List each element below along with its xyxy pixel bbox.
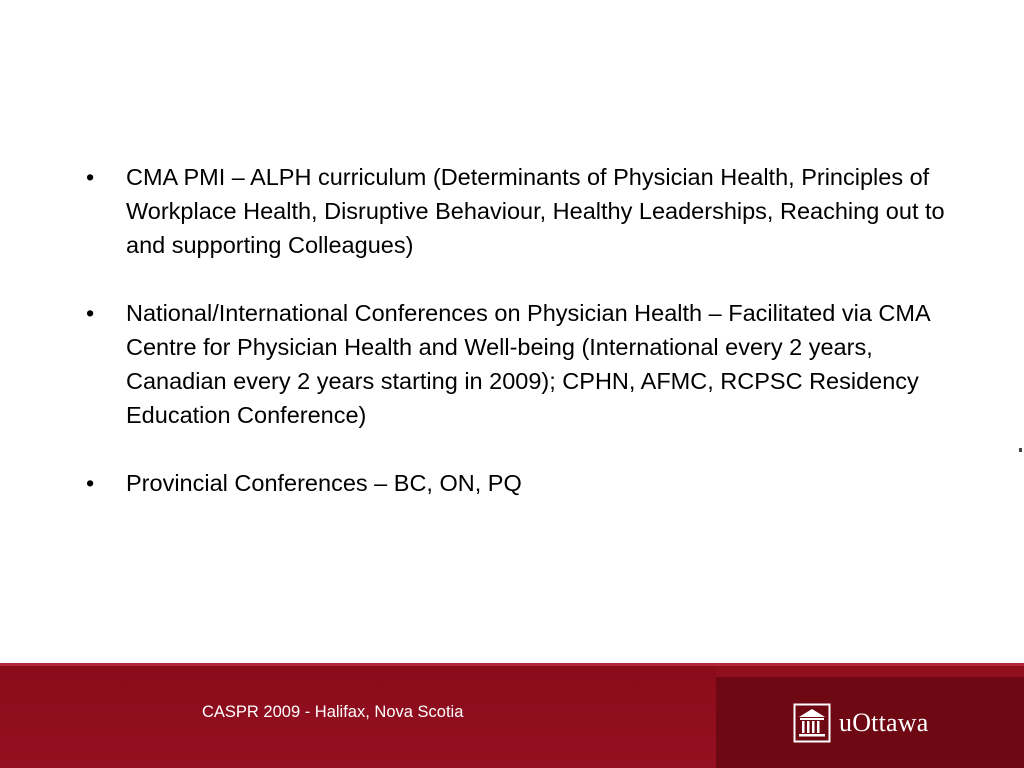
edge-mark bbox=[1019, 448, 1022, 452]
uottawa-logo bbox=[793, 701, 928, 745]
footer-top-line bbox=[0, 663, 1024, 666]
bullet-item: • National/International Conferences on Physician Health – Facilitated via CMA Centre for Physician Health and Well-being (International every 2 years, Canadian every 2 years starting in 2009); CPHN, AFMC, RCPSC Residency Education Conference) bbox=[84, 296, 954, 432]
bullet-item: • Provincial Conferences – BC, ON, PQ bbox=[84, 466, 954, 500]
footer-bar bbox=[0, 663, 1024, 768]
footer-caption: CASPR 2009 - Halifax, Nova Scotia bbox=[202, 703, 464, 721]
logo-text: uOttawa bbox=[839, 708, 929, 737]
university-building-icon bbox=[793, 703, 831, 743]
bullet-list bbox=[84, 160, 954, 534]
bullet-item: • CMA PMI – ALPH curriculum (Determinants of Physician Health, Principles of Workplace Health, Disruptive Behaviour, Healthy Leaderships, Reaching out to and supporting Colleagues) bbox=[84, 160, 954, 262]
